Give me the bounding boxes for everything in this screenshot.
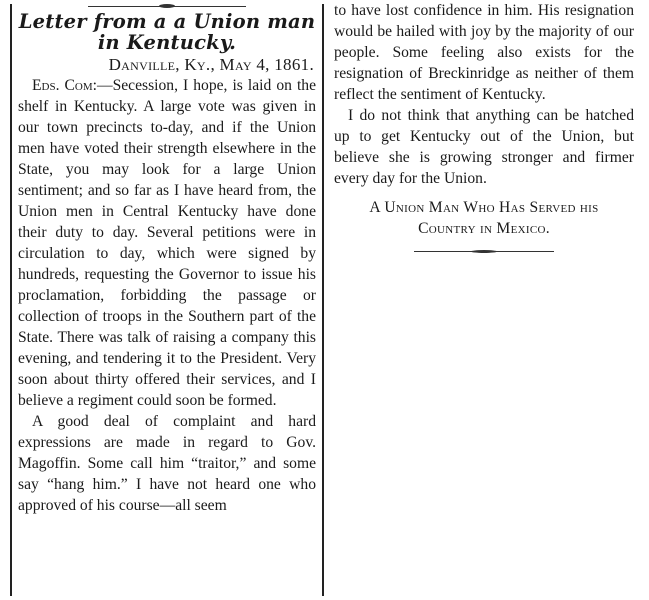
- signature-line-1: A Union Man Who Has Served his: [369, 199, 599, 216]
- paragraph-3: I do not think that anything can be hatched up to get Kentucky out of the Union, but believe she is growing stronger and firmer every day for the Union.: [334, 107, 634, 187]
- paragraph-2-start: A good deal of complaint and hard expressions are made in regard to Gov. Magoffin. Some call him “traitor,” and some say “hang him.” I have not heard one who approved of his course—all seem: [18, 413, 316, 514]
- signature-block: [334, 197, 634, 239]
- article-headline: Letter from a a Union man in Kentucky.: [18, 10, 316, 54]
- ornamental-rule-top: [88, 6, 246, 7]
- article-dateline: Danville, Ky., May 4, 1861.: [108, 55, 314, 74]
- right-column: [328, 0, 638, 270]
- left-column: [10, 4, 324, 596]
- signature-line-2: Country in Mexico.: [418, 220, 550, 237]
- ornamental-rule-end: [414, 251, 554, 252]
- paragraph-2-continued: to have lost confidence in him. His resignation would be hailed with joy by the majority of our people. Some feeling also exists for the resignation of Breckinridge as neither of them reflect the sentiment of Kentucky.: [334, 2, 634, 103]
- paragraph-1: [18, 75, 316, 411]
- salutation: Eds. Com:: [32, 77, 97, 94]
- paragraph-1-text: —Secession, I hope, is laid on the shelf in Kentucky. A large vote was given in our town precincts to-day, and if the Union men have voted their strength elsewhere in the State, you may look for a large Union sentiment; and so far as I have heard from, the Union men in Central Kentucky have done their duty to day. Several petitions were in circulation to day, which were signed by hundreds, requesting the Governor to issue his proclamation, forbidding the passage or collection of troops in the Southern part of the State. There was talk of raising a company this evening, and tendering it to the President. Very soon about thirty offered their services, and I believe a regiment could soon be formed.: [18, 77, 317, 409]
